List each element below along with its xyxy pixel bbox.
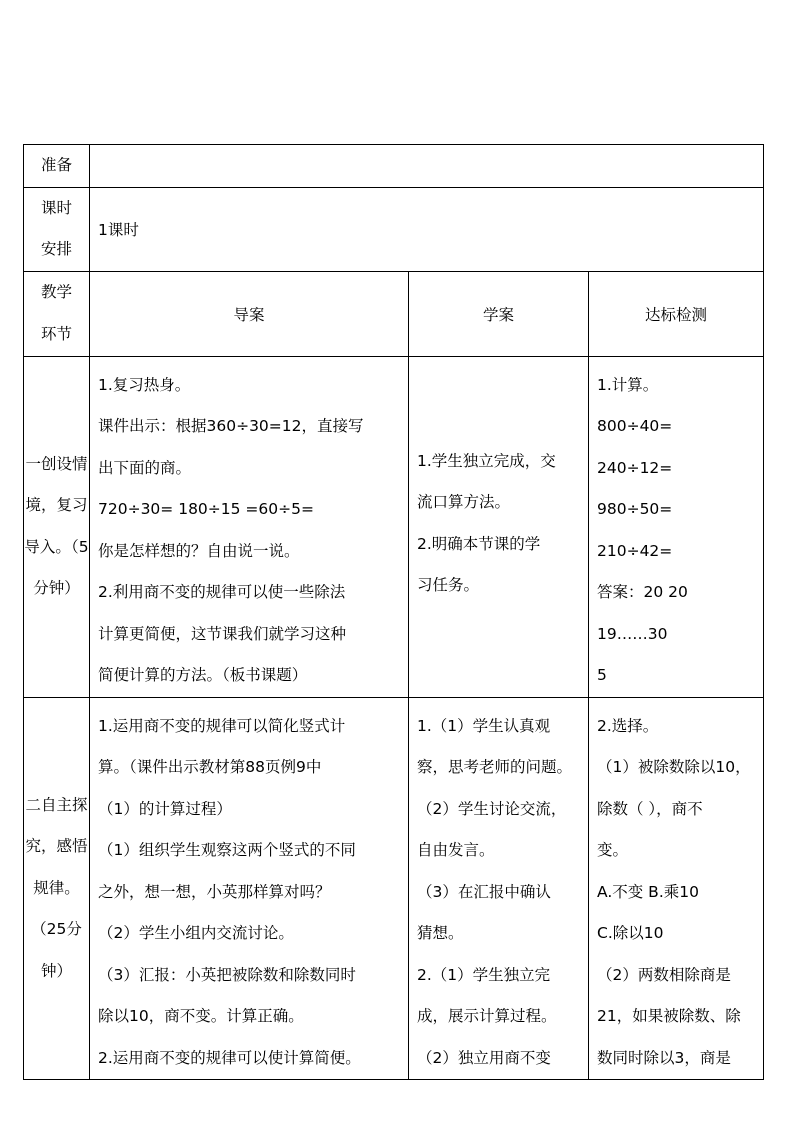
text-line: 成，展示计算过程。 [417, 1007, 557, 1025]
row-section-2 [24, 697, 764, 1080]
text-line: （3）汇报：小英把被除数和除数同时 [98, 965, 356, 984]
text-line: 规律。 [33, 878, 80, 897]
text-line: A.不变 B.乘10 [597, 882, 699, 901]
row-preparation [24, 145, 764, 188]
text-line: 5 [597, 666, 607, 684]
section-1-target-check [589, 356, 764, 697]
row-section-1 [24, 356, 764, 697]
text-line: 分钟） [40, 920, 82, 980]
text-line: 2.（1）学生独立完 [417, 965, 551, 984]
text-line: 算。（课件出示教材第88页例9中 [98, 758, 322, 776]
row-class-hours [24, 187, 764, 271]
text-line: 答案：20 20 [597, 583, 688, 601]
text-line: 1.（1）学生认真观 [417, 716, 551, 735]
text-line: 出下面的商。 [98, 458, 192, 477]
label-line: 安排 [40, 240, 72, 258]
text-line: 2.选择。 [597, 716, 659, 735]
text-line: 变。 [597, 841, 629, 859]
text-line: 钟） [48, 579, 80, 597]
text-line: 1.复习热身。 [98, 375, 191, 394]
class-hours-content: 1课时 [90, 187, 764, 271]
text-line: C.除以10 [597, 924, 664, 942]
label-line: 教学 [40, 283, 72, 301]
text-line: 流口算方法。 [417, 493, 511, 511]
text-line: （1）的计算过程） [98, 799, 232, 818]
section-2-guide-plan [90, 697, 409, 1080]
text-line: 计算更简便，这节课我们就学习这种 [98, 624, 347, 643]
text-line: 数同时除以3，商是 [597, 1048, 731, 1067]
text-line: 除以10，商不变。计算正确。 [98, 1007, 304, 1025]
header-study-plan: 学案 [409, 271, 589, 356]
text-line: 210÷42= [597, 541, 673, 560]
text-line: 复习 [56, 496, 88, 514]
text-line: 2.利用商不变的规律可以使一些除法 [98, 583, 346, 601]
text-line: 情境， [25, 454, 88, 514]
text-line: 1.计算。 [597, 375, 659, 394]
preparation-content [90, 145, 764, 188]
label-line: 环节 [40, 324, 72, 343]
text-line: 你是怎样想的？自由说一说。 [98, 541, 300, 560]
text-line: （1）被除数除以10， [597, 758, 751, 776]
text-line: 一 [25, 454, 41, 473]
text-line: 21，如果被除数、除 [597, 1007, 741, 1025]
label-teaching-stage [24, 271, 90, 356]
header-target-check: 达标检测 [589, 271, 764, 356]
text-line: 导入。 [24, 537, 71, 556]
text-line: 探究， [25, 795, 88, 855]
text-line: （2）学生小组内交流讨论。 [98, 924, 294, 942]
label-line: 课时 [40, 198, 72, 217]
text-line: 除数（ ），商不 [597, 799, 703, 818]
text-line: 800÷40= [597, 417, 673, 435]
header-guide-plan: 导案 [90, 271, 409, 356]
text-line: （2）两数相除商是 [597, 965, 731, 984]
text-line: （1）组织学生观察这两个竖式的不同 [98, 841, 356, 859]
label-preparation: 准备 [24, 145, 90, 188]
text-line: 自主 [40, 795, 72, 814]
text-line: 习任务。 [417, 576, 480, 594]
text-line: （25 [31, 920, 67, 938]
text-line: 980÷50= [597, 500, 673, 518]
text-line: 二 [25, 795, 41, 814]
label-section-1 [24, 356, 90, 697]
text-line: 1.运用商不变的规律可以简化竖式计 [98, 716, 346, 735]
text-line: 19……30 [597, 624, 668, 643]
label-class-hours [24, 187, 90, 271]
text-line: （5分 [33, 537, 89, 597]
label-section-2 [24, 697, 90, 1080]
text-line: 感悟 [56, 837, 88, 855]
text-line: 720÷30= 180÷15 =60÷5= [98, 500, 314, 518]
text-line: （2）学生讨论交流， [417, 799, 567, 818]
text-line: 1.学生独立完成，交 [417, 451, 556, 470]
text-line: 察，思考老师的问题。 [417, 758, 573, 776]
row-header [24, 271, 764, 356]
text-line: 猜想。 [417, 924, 464, 942]
text-line: 2.运用商不变的规律可以使计算简便。 [98, 1048, 361, 1067]
text-line: 之外，想一想，小英那样算对吗？ [98, 882, 331, 901]
section-1-guide-plan [90, 356, 409, 697]
section-2-study-plan [409, 697, 589, 1080]
section-1-study-plan [409, 356, 589, 697]
section-2-target-check [589, 697, 764, 1080]
text-line: 240÷12= [597, 458, 673, 477]
text-line: 简便计算的方法。（板书课题） [98, 666, 308, 684]
text-line: 自由发言。 [417, 841, 495, 859]
text-line: （2）独立用商不变 [417, 1048, 551, 1067]
text-line: （3）在汇报中确认 [417, 882, 551, 901]
text-line: 课件出示：根据360÷30=12，直接写 [98, 417, 364, 435]
text-line: 2.明确本节课的学 [417, 534, 541, 553]
lesson-plan-table [23, 144, 764, 1080]
text-line: 创设 [40, 454, 72, 473]
